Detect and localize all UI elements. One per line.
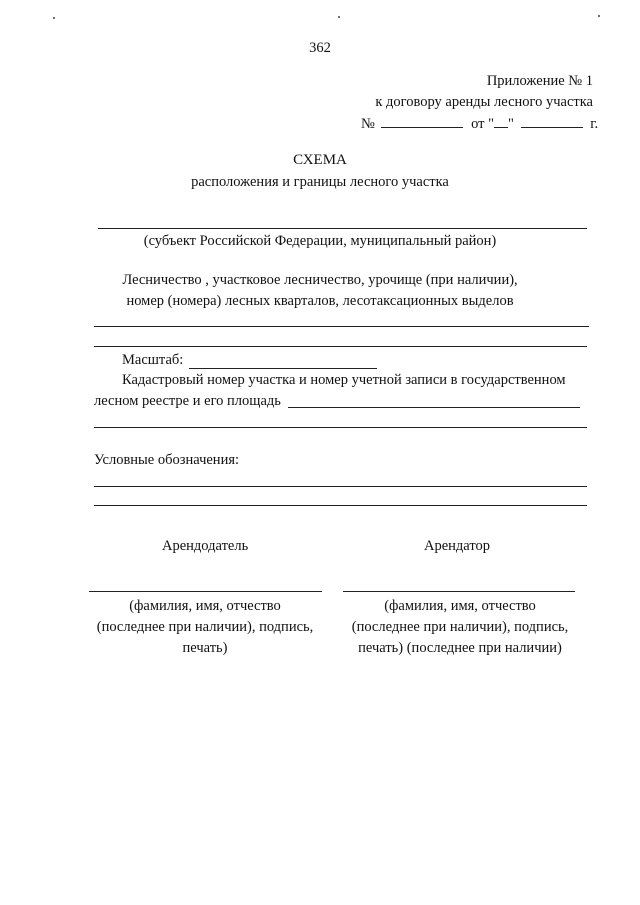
quote-open: " [488,116,495,132]
lessor-caption-line-1: (фамилия, имя, отчество [129,598,281,614]
quote-close: " [508,116,514,132]
lessee-caption-line-2: (последнее при наличии), подпись, [351,619,569,635]
forestry-field-line-1 [94,326,589,327]
date-prefix: от [471,116,485,132]
scan-speck [338,16,340,18]
scan-speck [53,17,55,19]
subject-caption: (субъект Российской Федерации, муниципальный район) [143,233,497,249]
legend-field-line-1 [94,486,587,487]
scale-field-line [189,368,377,369]
forestry-field-line-2 [94,346,587,347]
document-title: СХЕМА [293,152,347,168]
cadastral-field-line-1 [288,407,580,408]
legend-label: Условные обозначения: [94,452,240,468]
cadastral-line-2: лесном реестре и его площадь [94,393,281,409]
lessee-caption-line-3: печать) (последнее при наличии) [358,640,562,656]
cadastral-line-1: Кадастровый номер участка и номер учетной записи в государственном [122,372,566,388]
legend-field-line-2 [94,505,587,506]
number-sign: № [361,116,375,132]
appendix-title: Приложение № 1 [486,73,593,89]
lessee-caption-line-1: (фамилия, имя, отчество [384,598,536,614]
month-field [521,115,583,128]
lessee-caption [330,596,590,659]
year-suffix: г. [590,116,599,132]
lessor-caption-line-2: (последнее при наличии), подпись, [96,619,314,635]
lessor-caption [80,596,330,659]
forestry-line-2: номер (номера) лесных кварталов, лесотаксационных выделов [126,293,514,309]
lessor-signature-line [89,591,322,592]
lessee-title: Арендатор [424,538,491,554]
day-field [494,115,508,128]
forestry-line-1: Лесничество , участковое лесничество, урочище (при наличии), [122,272,518,288]
scan-speck [598,15,600,17]
contract-number-row [361,115,598,133]
lessee-signature-line [343,591,575,592]
appendix-subtitle: к договору аренды лесного участка [375,94,593,110]
lessor-title: Арендодатель [162,538,249,554]
page-number: 362 [309,40,331,56]
subject-field-line [98,228,587,229]
cadastral-field-line-2 [94,427,587,428]
scale-label: Масштаб: [122,352,184,368]
lessor-caption-line-3: печать) [182,640,228,656]
document-subtitle: расположения и границы лесного участка [191,174,449,190]
contract-number-field [381,115,463,128]
